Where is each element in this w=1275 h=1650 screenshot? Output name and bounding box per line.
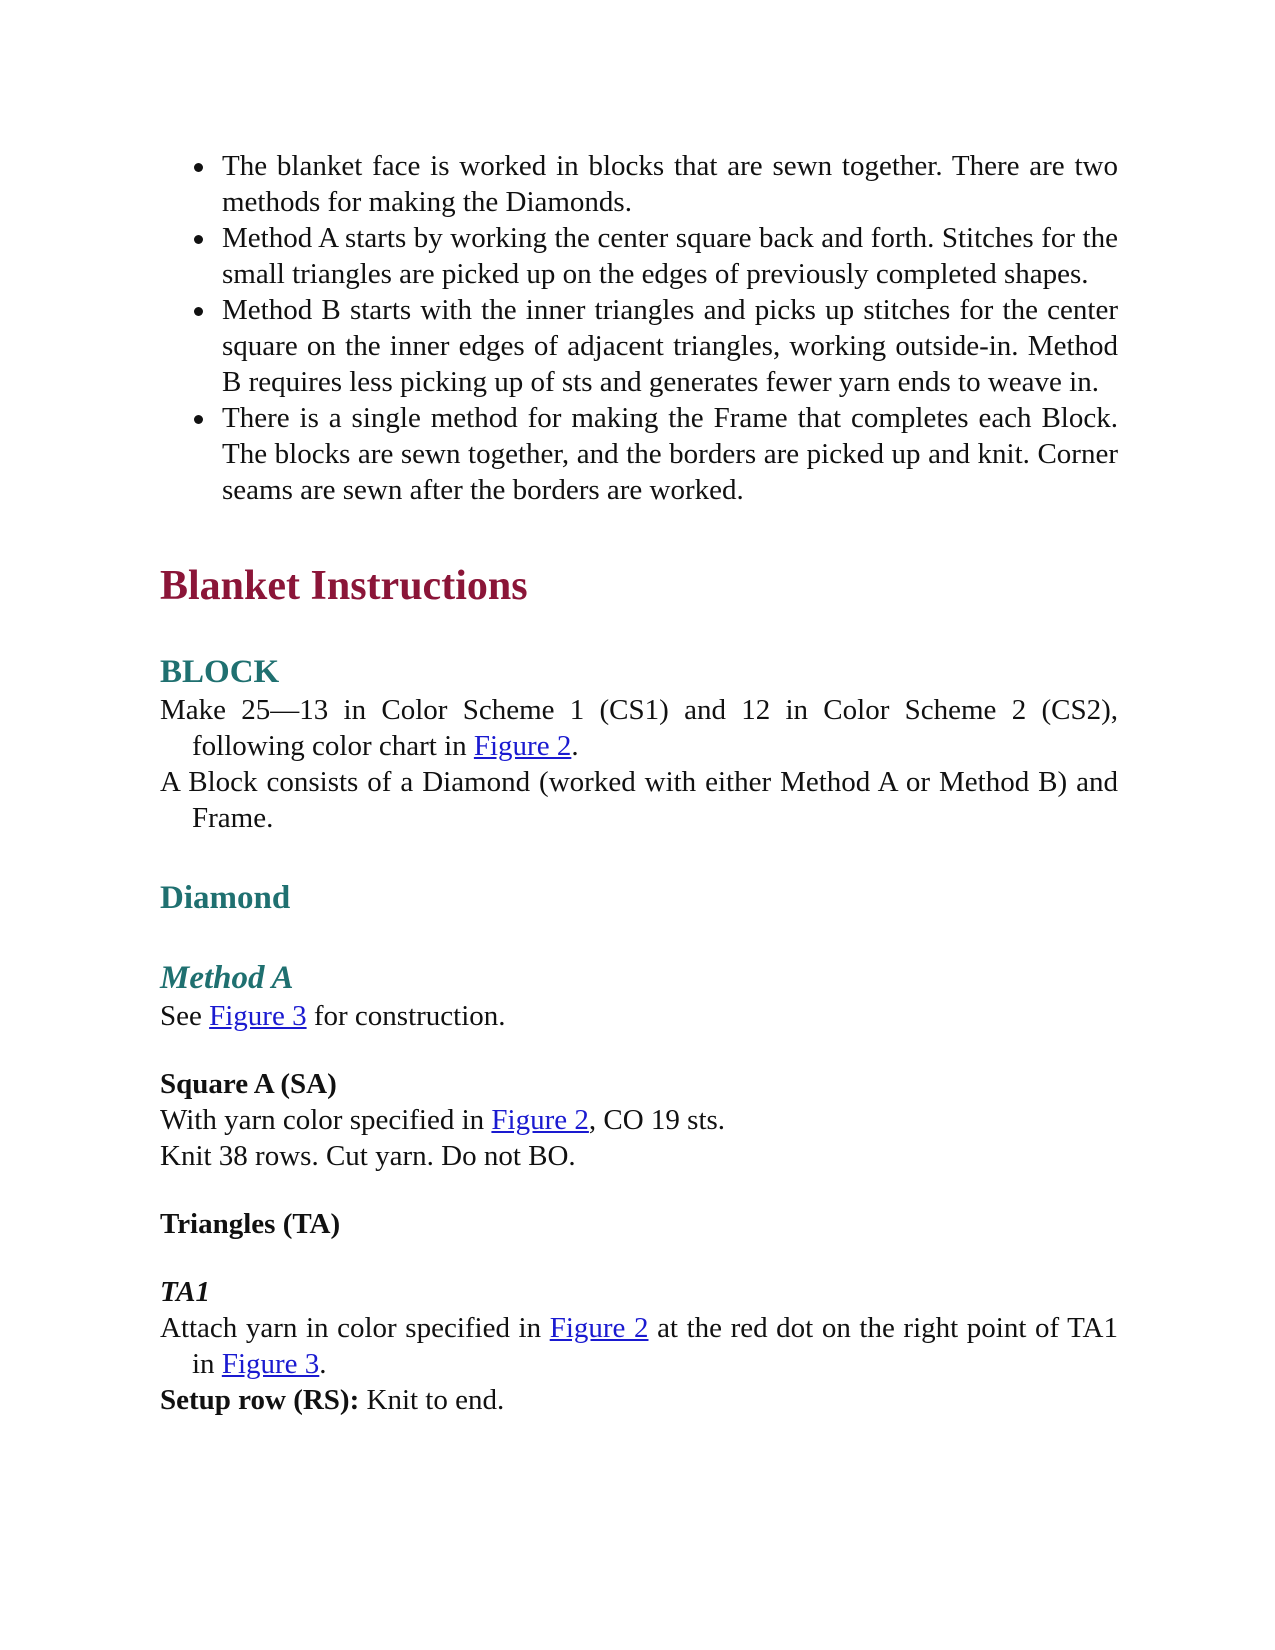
heading-method-a: Method A (160, 960, 294, 996)
method-a-see-paragraph (160, 998, 1118, 1034)
figure-3-link[interactable]: Figure 3 (221, 1348, 320, 1380)
list-item (160, 292, 1118, 400)
bullet-icon (194, 415, 203, 424)
heading-blanket-instructions: Blanket Instructions (160, 563, 528, 609)
square-a-line-1 (160, 1102, 1118, 1138)
bullet-text: Method A starts by working the center square back and forth. Stitches for the small triangles are picked up on the edges of previously completed shapes. (222, 222, 1118, 290)
ta1-end-text: . (319, 1348, 327, 1380)
list-item (160, 400, 1118, 508)
heading-triangles: Triangles (TA) (160, 1208, 341, 1240)
heading-ta1: TA1 (160, 1276, 210, 1308)
bullet-text: There is a single method for making the Frame that completes each Block. The blocks are sewn together, and the borders are picked up and knit. Corner seams are sewn after the borders are worked. (222, 402, 1118, 506)
setup-row-paragraph (160, 1382, 1118, 1418)
figure-3-link[interactable]: Figure 3 (209, 1000, 307, 1032)
figure-2-link[interactable]: Figure 2 (473, 730, 572, 762)
bullet-text: The blanket face is worked in blocks that are sewn together. There are two methods for making the Diamonds. (222, 150, 1118, 218)
see-text: See (160, 1000, 210, 1032)
block-count-end: . (571, 730, 579, 762)
block-count-paragraph (160, 692, 1118, 764)
ta1-text: Attach yarn in color specified in (160, 1312, 550, 1344)
figure-2-link[interactable]: Figure 2 (491, 1104, 589, 1136)
heading-square-a: Square A (SA) (160, 1068, 337, 1100)
block-composition-paragraph: A Block consists of a Diamond (worked with either Method A or Method B) and Frame. (160, 766, 1118, 834)
bullet-icon (194, 235, 203, 244)
square-a-line-2: Knit 38 rows. Cut yarn. Do not BO. (160, 1140, 576, 1172)
page-content (160, 148, 1118, 1418)
square-a-text: With yarn color specified in (160, 1104, 492, 1136)
square-a-post-text: , CO 19 sts. (588, 1104, 726, 1136)
bullet-icon (194, 163, 203, 172)
see-post-text: for construction. (306, 1000, 506, 1032)
bullet-text: Method B starts with the inner triangles and picks up stitches for the center square on the inner edges of adjacent triangles, working outside-in. Method B requires less picking up of sts and generates fewer yarn ends to weave in. (222, 294, 1118, 398)
heading-diamond: Diamond (160, 880, 291, 916)
figure-2-link[interactable]: Figure 2 (549, 1312, 649, 1344)
heading-block: BLOCK (160, 654, 280, 690)
ta1-attach-paragraph (160, 1310, 1118, 1382)
setup-row-label: Setup row (RS): (160, 1384, 360, 1416)
ta1-mid-text: at the red dot on the right point of TA1 in (192, 1312, 1119, 1380)
setup-row-text: Knit to end. (359, 1384, 505, 1416)
overview-bullet-list (160, 148, 1118, 508)
list-item (160, 148, 1118, 220)
block-count-text: Make 25—13 in Color Scheme 1 (CS1) and 12 in Color Scheme 2 (CS2), following color chart in (160, 694, 1118, 762)
list-item (160, 220, 1118, 292)
bullet-icon (194, 307, 203, 316)
